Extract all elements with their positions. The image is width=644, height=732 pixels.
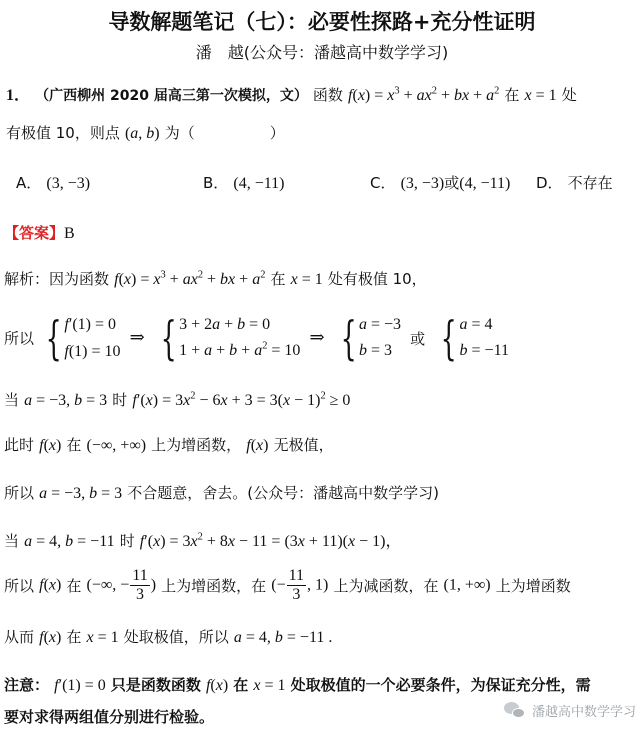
option-label: A． bbox=[16, 174, 42, 192]
fraction: $\frac{11}{3}$ bbox=[288, 567, 305, 603]
analysis-text: 上为减函数，在 bbox=[333, 577, 439, 595]
note-line-2 bbox=[4, 706, 214, 727]
analysis-line-2 bbox=[4, 311, 509, 365]
problem-stem-text: 为（ ） bbox=[164, 124, 285, 142]
option-text: 不存在 bbox=[567, 174, 613, 192]
note-text: 只是函数函数 bbox=[110, 676, 201, 694]
analysis-text: 在 bbox=[270, 270, 286, 288]
option-label: C． bbox=[370, 174, 396, 192]
fraction: $\frac{11}{3}$ bbox=[132, 567, 148, 603]
analysis-text: 时 bbox=[112, 391, 128, 409]
option-d[interactable] bbox=[536, 172, 613, 193]
problem-stem-text: 函数 bbox=[312, 86, 343, 104]
analysis-text: 解析：因为函数 bbox=[4, 270, 110, 288]
note-text: 要对求得两组值分别进行检验。 bbox=[4, 708, 215, 726]
analysis-line-4: 此时 f(x) 在 (−∞, +∞) 上为增函数， f(x) 无极值， bbox=[4, 436, 334, 454]
analysis-text: 处有极值 10， bbox=[327, 270, 427, 288]
option-label: D． bbox=[536, 174, 563, 192]
analysis-text: 当 bbox=[4, 532, 20, 550]
analysis-line-1: 解析：因为函数 $f(x) = x^3 + ax^2$ + bx + $a^2$ 在 x = 1 处有极值 10， bbox=[4, 269, 427, 288]
problem-source: （广西柳州 2020 届高三第一次模拟，文） bbox=[35, 88, 308, 104]
note-text: 处取极值的一个必要条件，为保证充分性，需 bbox=[290, 676, 591, 694]
analysis-text: 此时 bbox=[4, 436, 35, 454]
analysis-text: 所以 bbox=[4, 484, 35, 502]
problem-stem-text: 处 bbox=[561, 86, 577, 104]
analysis-text: 上为增函数， bbox=[151, 436, 242, 454]
implies-arrow: ⇒ bbox=[129, 326, 145, 347]
answer-value: B bbox=[64, 225, 75, 242]
analysis-text: 上为增函数，在 bbox=[161, 577, 267, 595]
analysis-text: 不合题意，舍去。(公众号：潘越高中数学学习) bbox=[127, 484, 439, 502]
system-1: { f′(1) = 0 f(1) = 10 bbox=[45, 311, 121, 365]
analysis-text: 从而 bbox=[4, 628, 35, 646]
system-4: { a = 4 b = −11 bbox=[440, 311, 509, 365]
analysis-line-3: 当 a = −3, b = 3 时 $f'(x) = 3x^2 - 6x + 3 = 3(x - 1)^2 \ge 0$ bbox=[4, 390, 351, 409]
system-2: { 3 + 2a + b = 0 $1 + a + b + a^2 = 10$ bbox=[160, 311, 301, 365]
analysis-text: 在 bbox=[66, 577, 82, 595]
option-or: 或 bbox=[444, 174, 460, 192]
wechat-icon bbox=[504, 702, 526, 720]
problem-number: 1． bbox=[6, 87, 31, 104]
implies-arrow: ⇒ bbox=[309, 326, 325, 347]
analysis-text: 或 bbox=[410, 329, 426, 348]
analysis-text: 在 bbox=[66, 436, 82, 454]
problem-line-1: 1． （广西柳州 2020 届高三第一次模拟，文） 函数 $f(x) = x^3 + ax^2$ + bx + $a^2$ 在 x = 1 处 bbox=[6, 85, 577, 104]
page-title: 导数解题笔记（七）：必要性探路+充分性证明 bbox=[108, 10, 536, 34]
analysis-line-8: 从而 f(x) 在 x = 1 处取极值，所以 a = 4, b = −11 . bbox=[4, 628, 333, 646]
option-b[interactable]: B． (4, −11) bbox=[203, 174, 285, 192]
author-line: 潘 越(公众号：潘越高中数学学习) bbox=[195, 43, 449, 62]
analysis-line-7: 所以 f(x) 在 (−∞, − $\frac{11}{3}$ ) 上为增函数，在 (− $\frac{11}{3}$ , 1) 上为减函数，在 (1, +∞) 上为增函数 bbox=[4, 567, 571, 603]
option-c[interactable]: C． (3, −3)或(4, −11) bbox=[370, 174, 511, 192]
option-label: B． bbox=[203, 174, 229, 192]
note-line-1: 注意： f′(1) = 0 只是函数函数 f(x) 在 x = 1 处取极值的一个必要条件，为保证充分性，需 bbox=[4, 676, 591, 694]
problem-stem-text: 在 bbox=[504, 86, 520, 104]
analysis-text: 所以 bbox=[4, 329, 35, 348]
watermark bbox=[504, 701, 636, 720]
analysis-line-5: 所以 a = −3, b = 3 不合题意，舍去。(公众号：潘越高中数学学习) bbox=[4, 484, 439, 502]
answer-tag: 【答案】 bbox=[4, 224, 65, 242]
analysis-text: 处取极值，所以 bbox=[123, 628, 229, 646]
analysis-text: 当 bbox=[4, 391, 20, 409]
note-label: 注意： bbox=[4, 676, 50, 694]
watermark-text: 潘越高中数学学习 bbox=[531, 705, 636, 720]
analysis-text: 时 bbox=[119, 532, 135, 550]
problem-function: f bbox=[348, 87, 353, 104]
analysis-text: 上为增函数 bbox=[495, 577, 571, 595]
problem-line-2: 有极值 10，则点 (a, b) 为（ ） bbox=[6, 124, 285, 142]
system-3: { a = −3 b = 3 bbox=[340, 311, 402, 365]
answer-line bbox=[4, 222, 75, 243]
analysis-text: 无极值， bbox=[273, 436, 334, 454]
note-text: 在 bbox=[233, 676, 249, 694]
analysis-text: 在 bbox=[66, 628, 82, 646]
problem-stem-text: 有极值 10，则点 bbox=[6, 124, 120, 142]
analysis-line-6: 当 a = 4, b = −11 时 $f'(x) = 3x^2 + 8x - 11 = (3x + 11)(x - 1)$， bbox=[4, 531, 402, 550]
analysis-text: 所以 bbox=[4, 577, 35, 595]
option-a[interactable]: A． (3, −3) bbox=[16, 174, 91, 192]
